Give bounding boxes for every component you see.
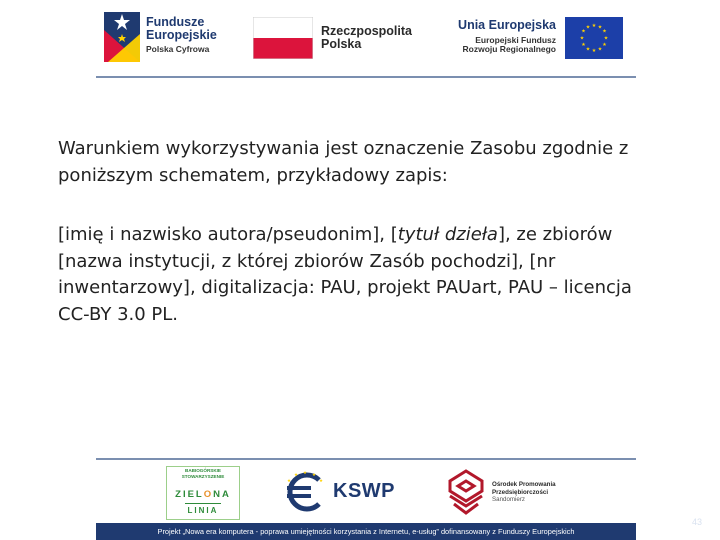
zielona-name-line2: LINIA: [187, 506, 219, 515]
fe-logo-line3: Polska Cyfrowa: [146, 44, 210, 55]
opp-line1: Ośrodek Promowania: [492, 481, 556, 488]
svg-text:★: ★: [318, 479, 324, 484]
ue-logo-line2: Europejski Fundusz: [475, 35, 556, 46]
polish-flag-icon: [253, 17, 313, 59]
kswp-logo: [283, 470, 401, 516]
usage-condition-paragraph: Warunkiem wykorzystywania jest oznaczenie Zasobu zgodnie z poniższym schematem, przykładowy zapis:: [58, 138, 629, 186]
opp-emblem-icon: [446, 468, 486, 516]
attribution-italic-title: tytuł dzieła: [397, 224, 498, 245]
svg-text:★: ★: [286, 479, 292, 484]
svg-text:★: ★: [311, 473, 317, 478]
attribution-example-paragraph: [58, 222, 668, 328]
svg-text:★: ★: [585, 46, 591, 53]
svg-text:★: ★: [602, 28, 607, 35]
svg-text:★: ★: [581, 42, 586, 48]
zielona-name-part1: ZIEL: [175, 489, 204, 500]
svg-text:★: ★: [585, 24, 591, 31]
header-divider: [96, 76, 636, 78]
kswp-euro-icon: [283, 470, 327, 514]
opp-line2: Przedsiębiorczości: [492, 488, 549, 496]
rp-logo-line2: Polska: [321, 37, 362, 52]
fundusze-europejskie-logo: [104, 12, 239, 64]
fe-flag-icon: [104, 12, 140, 62]
page-number: 43: [692, 517, 703, 527]
svg-text:★: ★: [581, 28, 586, 35]
project-footer-bar: Projekt „Nowa era komputera - poprawa umiejętności korzystania z Internetu, e-usług” dofinansowany z Funduszy Europejskich: [96, 523, 636, 540]
fe-logo-line2: Europejskie: [146, 28, 217, 43]
zielona-name-o: O: [203, 489, 214, 500]
attribution-part1: [imię i nazwisko autora/pseudonim], [: [58, 224, 398, 245]
zielona-top-line2: STOWARZYSZENIE: [181, 474, 225, 479]
svg-text:★: ★: [591, 23, 597, 29]
eu-flag-icon: [565, 17, 623, 59]
svg-text:★: ★: [597, 46, 603, 53]
opp-line3: Sandomierz: [492, 496, 526, 503]
zielona-top-line1: BABIOGÓRSKIE: [185, 468, 221, 473]
svg-text:★: ★: [602, 42, 607, 48]
kswp-text: KSWP: [333, 480, 395, 502]
svg-text:★: ★: [603, 35, 609, 42]
svg-text:★: ★: [591, 48, 597, 54]
osrodek-promowania-logo: [446, 466, 576, 518]
rzeczpospolita-polska-logo: [253, 17, 412, 61]
ue-logo-line1: Unia Europejska: [458, 18, 556, 32]
unia-europejska-logo: [452, 17, 627, 61]
rp-logo-line1: Rzeczpospolita: [321, 24, 412, 38]
header-logo-bar: [0, 0, 720, 80]
svg-text:★: ★: [302, 471, 308, 476]
svg-text:★: ★: [597, 24, 603, 31]
zielona-name-part2: NA: [213, 489, 231, 500]
fe-logo-line1: Fundusze: [146, 15, 205, 29]
footer-divider: [96, 458, 636, 460]
attribution-part2: ], ze zbiorów [nazwa instytucji, z której zbiorów Zasób pochodzi], [nr inwentarzowy], digitalizacja: PAU, projekt PAUart, PAU – licencja CC-BY 3.0 PL.: [58, 224, 632, 325]
zielona-linia-logo: [166, 466, 240, 520]
svg-text:★: ★: [293, 473, 299, 478]
ue-logo-line3: Rozwoju Regionalnego: [462, 44, 556, 55]
svg-text:★: ★: [579, 35, 585, 42]
